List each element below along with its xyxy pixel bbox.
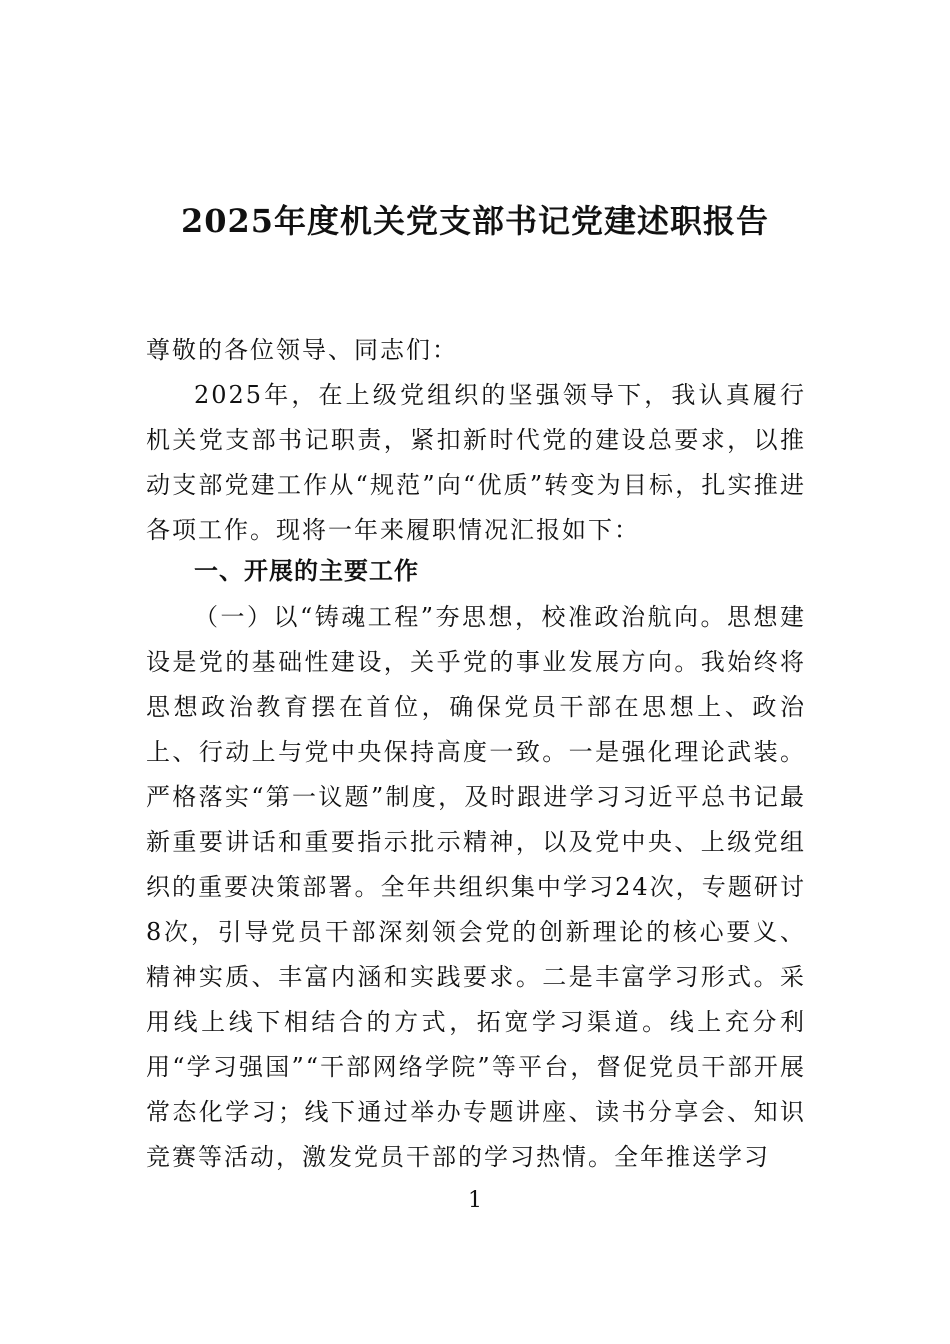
page-number: 1 <box>468 1188 482 1213</box>
section-heading: 一、开展的主要工作 <box>194 557 419 585</box>
body-paragraph: （一）以“铸魂工程”夯思想，校准政治航向。思想建设是党的基础性建设，关乎党的事业发展方向。我始终将思想政治教育摆在首位，确保党员干部在思想上、政治上、行动上与党中央保持高度一致。一是强化理论武装。严格落实“第一议题”制度，及时跟进学习习近平总书记最新重要讲话和重要指示批示精神，以及党中央、上级党组织的重要决策部署。全年共组织集中学习24次，专题研讨8次，引导党员干部深刻领会党的创新理论的核心要义、精神实质、丰富内涵和实践要求。二是丰富学习形式。采用线上线下相结合的方式，拓宽学习渠道。线上充分利用“学习强国”“干部网络学院”等平台，督促党员干部开展常态化学习；线下通过举办专题讲座、读书分享会、知识竞赛等活动，激发党员干部的学习热情。全年推送学习 <box>146 603 806 1171</box>
salutation: 尊敬的各位领导、同志们： <box>146 336 458 364</box>
document-title: 2025年度机关党支部书记党建述职报告 <box>180 202 770 240</box>
intro-paragraph: 2025年，在上级党组织的坚强领导下，我认真履行机关党支部书记职责，紧扣新时代党的建设总要求，以推动支部党建工作从“规范”向“优质”转变为目标，扎实推进各项工作。现将一年来履职情况汇报如下： <box>146 381 806 544</box>
